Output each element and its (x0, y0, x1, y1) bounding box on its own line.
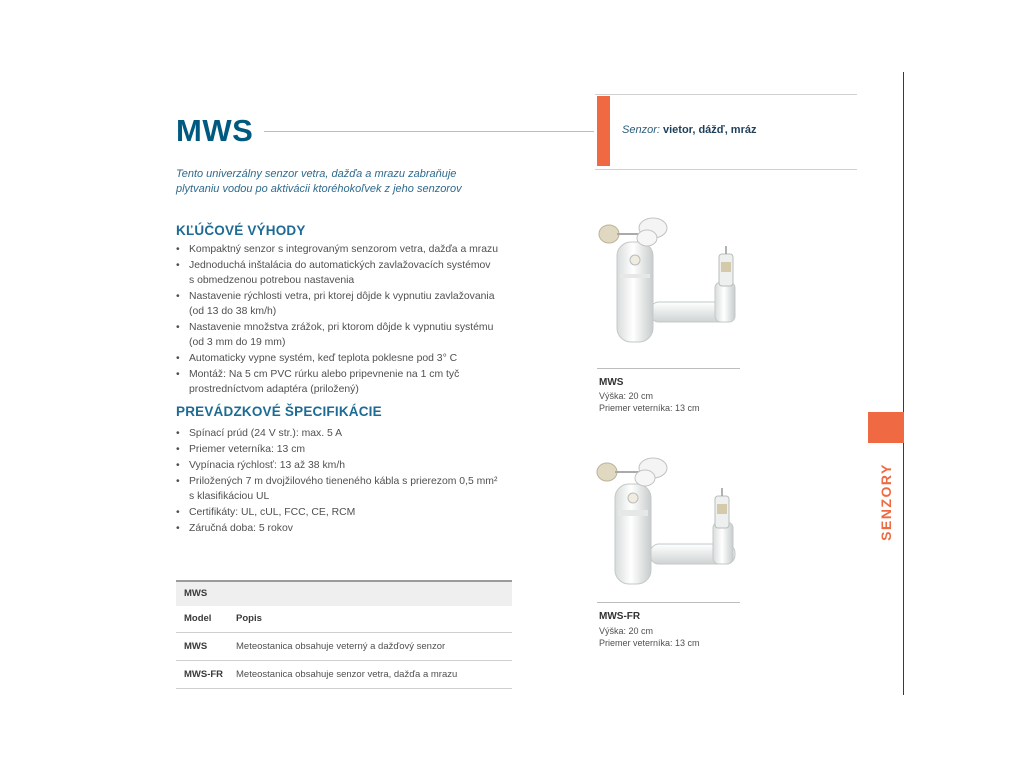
list-item: • Certifikáty: UL, cUL, FCC, CE, RCM (176, 505, 516, 520)
list-item: • Záručná doba: 5 rokov (176, 521, 516, 536)
sensor-tag-label: Senzor: (622, 124, 660, 136)
list-item-line: Nastavenie rýchlosti vetra, pri ktorej dôjde k vypnutiu zavlažovania (189, 291, 495, 302)
sensor-tag (622, 124, 756, 136)
table-row (176, 661, 512, 689)
list-item-line: Priložených 7 m dvojžilového tieneného kábla s prierezom 0,5 mm² (189, 476, 498, 487)
mws-product-height: Výška: 20 cm (599, 391, 654, 401)
table-caption: MWS (176, 580, 512, 606)
specs-list (176, 426, 516, 536)
model-table (176, 580, 512, 689)
list-item-line: (od 13 do 38 km/h) (189, 306, 277, 317)
table-header-row (176, 606, 512, 633)
table-row (176, 633, 512, 661)
mws-fr-product-name: MWS-FR (599, 611, 641, 622)
mws-product-divider (597, 368, 740, 369)
intro-text (176, 167, 486, 197)
benefits-heading: KĽÚČOVÉ VÝHODY (176, 223, 306, 238)
mws-product-name: MWS (599, 377, 624, 388)
title-divider (264, 131, 594, 132)
list-item-line: s klasifikáciou UL (189, 491, 270, 502)
list-item: • Spínací prúd (24 V str.): max. 5 A (176, 426, 516, 441)
list-item: • Automaticky vypne systém, keď teplota poklesne pod 3° C (176, 351, 516, 366)
section-tab-label (866, 462, 906, 542)
list-item-line: Montáž: Na 5 cm PVC rúrku alebo pripevnenie na 1 cm tyč (189, 369, 460, 380)
benefits-list (176, 242, 516, 397)
mws-fr-product-diameter: Priemer veterníka: 13 cm (599, 638, 700, 648)
table-cell-model: MWS (184, 641, 208, 652)
list-item: • Vypínacia rýchlosť: 13 až 38 km/h (176, 458, 516, 473)
list-item (176, 320, 516, 350)
table-header-model: Model (184, 613, 212, 624)
list-item: • Kompaktný senzor s integrovaným senzorom vetra, dažďa a mrazu (176, 242, 516, 257)
list-item (176, 258, 516, 288)
list-item: • Priemer veterníka: 13 cm (176, 442, 516, 457)
page-title: MWS (176, 113, 254, 148)
list-item (176, 367, 516, 397)
list-item-line: Nastavenie množstva zrážok, pri ktorom dôjde k vypnutiu systému (189, 322, 494, 333)
intro-line: Tento univerzálny senzor vetra, dažďa a mrazu zabraňuje (176, 168, 457, 180)
table-header-description: Popis (236, 613, 262, 624)
table-cell-description: Meteostanica obsahuje veterný a dažďový senzor (236, 641, 446, 652)
list-item-line: (od 3 mm do 19 mm) (189, 337, 286, 348)
mws-fr-product-image (595, 450, 745, 600)
list-item-line: Jednoduchá inštalácia do automatických zavlažovacích systémov (189, 260, 491, 271)
section-tab-text: SENZORY (878, 463, 894, 541)
specs-heading: PREVÁDZKOVÉ ŠPECIFIKÁCIE (176, 404, 382, 419)
mws-fr-product-height: Výška: 20 cm (599, 626, 654, 636)
sensor-tag-accent-bar (597, 96, 610, 166)
table-cell-model: MWS-FR (184, 669, 224, 680)
table-cell-description: Meteostanica obsahuje senzor vetra, dažďa a mrazu (236, 669, 458, 680)
list-item-line: prostredníctvom adaptéra (priložený) (189, 384, 359, 395)
mws-fr-product-divider (597, 602, 740, 603)
page-edge-rule (903, 72, 904, 695)
intro-line: plytvaniu vodou po aktivácii ktoréhokoľvek z jeho senzorov (176, 183, 462, 195)
mws-product-diameter: Priemer veterníka: 13 cm (599, 403, 700, 413)
section-tab-marker (868, 412, 904, 443)
list-item-line: s obmedzenou potrebou nastavenia (189, 275, 355, 286)
sensor-tag-value: vietor, dážď, mráz (662, 124, 757, 136)
list-item (176, 474, 516, 504)
list-item (176, 289, 516, 319)
mws-product-image (595, 212, 745, 362)
